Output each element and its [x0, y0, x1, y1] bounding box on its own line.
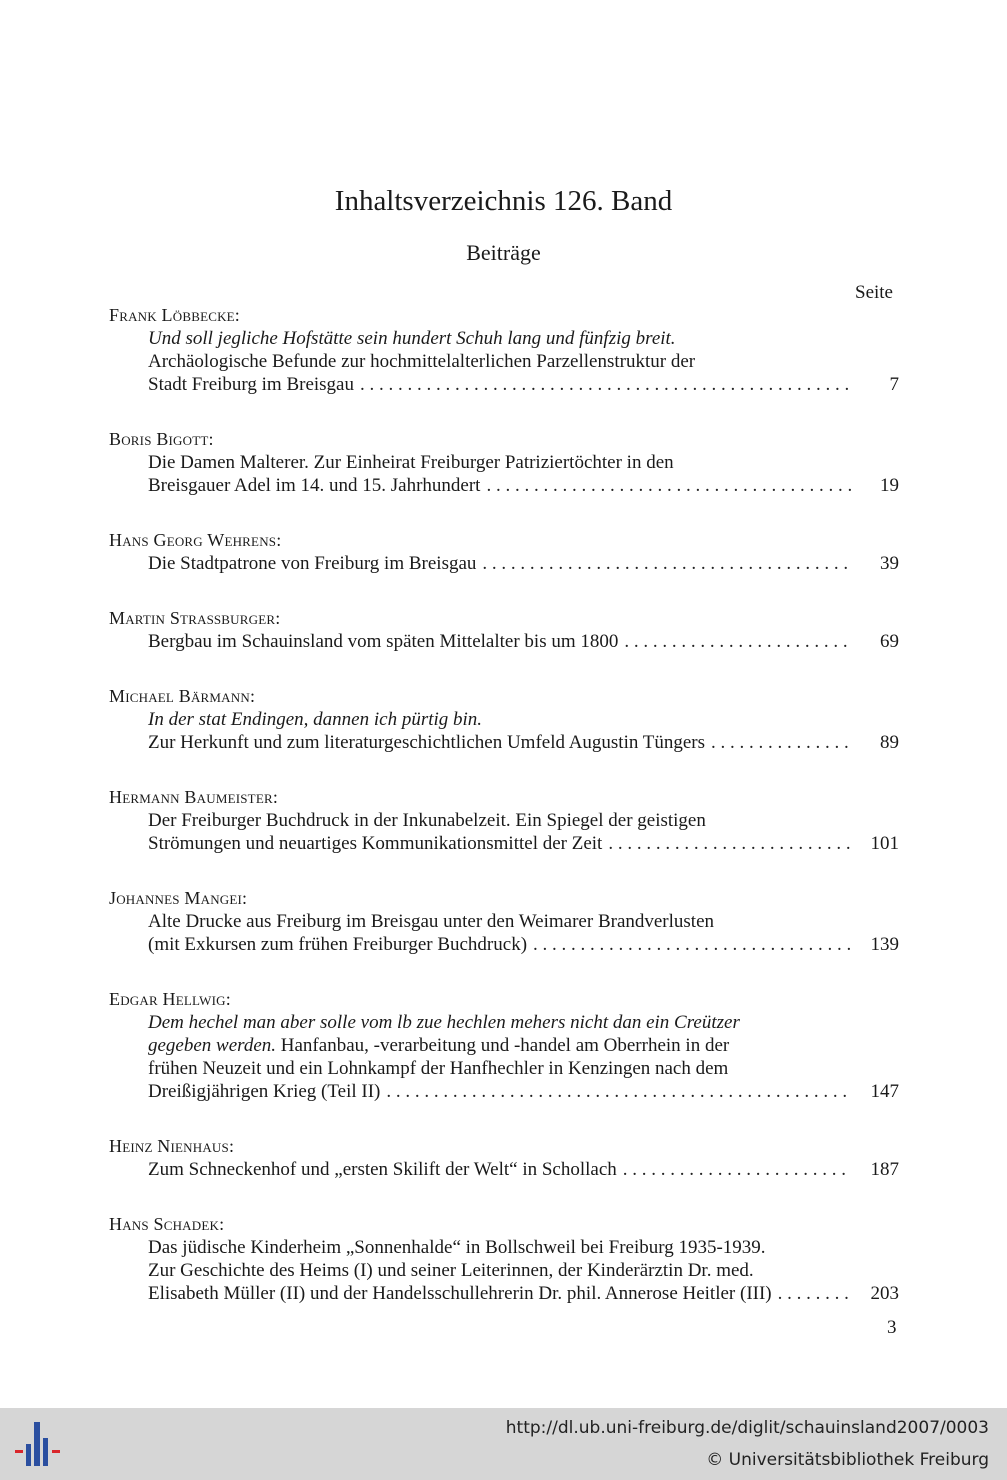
toc-page-number: 7	[889, 374, 899, 395]
toc-author: Martin Straßburger:	[109, 608, 281, 628]
toc-author: Edgar Hellwig:	[109, 989, 231, 1009]
toc-title-line: Und soll jegliche Hofstätte sein hundert Schuh lang und fünfzig breit.	[148, 328, 676, 349]
toc-title-block	[109, 451, 899, 497]
toc-title-line: In der stat Endingen, dannen ich pürtig bin.	[148, 709, 483, 730]
leader-dots	[386, 1080, 851, 1103]
leader-dots	[533, 933, 851, 956]
toc-author: Michael Bärmann:	[109, 686, 256, 706]
footer-bar	[0, 1408, 1007, 1480]
toc-title-line: Alte Drucke aus Freiburg im Breisgau unter den Weimarer Brandverlusten	[148, 911, 715, 932]
toc-title-text: (mit Exkursen zum frühen Freiburger Buchdruck)	[148, 934, 528, 955]
toc-title-last-line	[148, 474, 899, 497]
page-number: 3	[887, 1317, 897, 1338]
table-of-contents	[109, 303, 899, 1305]
toc-page-number: 19	[880, 475, 899, 496]
toc-page-number: 39	[880, 553, 899, 574]
toc-title-text: Strömungen und neuartiges Kommunikationsmittel der Zeit	[148, 833, 603, 854]
toc-title-block	[109, 1011, 899, 1103]
toc-entry	[109, 528, 899, 575]
leader-dots	[608, 832, 851, 855]
toc-title-last-line	[148, 933, 899, 956]
toc-author: Hermann Baumeister:	[109, 787, 279, 807]
toc-page-number: 147	[870, 1081, 899, 1102]
toc-title-line: Die Damen Malterer. Zur Einheirat Freiburger Patriziertöchter in den	[148, 452, 674, 473]
toc-entry	[109, 987, 899, 1103]
toc-title-block	[109, 630, 899, 653]
toc-entry	[109, 427, 899, 497]
toc-entry	[109, 606, 899, 653]
toc-page-number: 101	[870, 833, 899, 854]
toc-title-line: Archäologische Befunde zur hochmittelalterlichen Parzellenstruktur der	[148, 351, 696, 372]
toc-entry	[109, 1212, 899, 1305]
toc-entry	[109, 886, 899, 956]
leader-dots	[482, 552, 851, 575]
toc-title-last-line	[148, 1080, 899, 1103]
toc-page-number: 203	[870, 1283, 899, 1304]
toc-title-last-line	[148, 731, 899, 754]
toc-title-text: Zum Schneckenhof und „ersten Skilift der Welt“ in Schollach	[148, 1159, 617, 1180]
leader-dots	[624, 630, 851, 653]
copyright-text: © Universitätsbibliothek Freiburg	[706, 1450, 989, 1470]
library-logo-icon	[12, 1418, 64, 1470]
toc-title-last-line	[148, 373, 899, 396]
toc-title-line	[148, 1034, 899, 1057]
toc-author: Frank Löbbecke:	[109, 305, 241, 325]
toc-page-number: 139	[870, 934, 899, 955]
toc-entry	[109, 684, 899, 754]
toc-title-last-line	[148, 552, 899, 575]
leader-dots	[711, 731, 851, 754]
toc-author: Boris Bigott:	[109, 429, 214, 449]
toc-title-rest-part: Hanfanbau, -verarbeitung und -handel am Oberrhein in der	[276, 1035, 730, 1056]
section-title: Beiträge	[466, 240, 541, 265]
toc-entry	[109, 303, 899, 396]
toc-title-text: Stadt Freiburg im Breisgau	[148, 374, 354, 395]
leader-dots	[486, 474, 851, 497]
page-column-label: Seite	[855, 282, 893, 303]
toc-title-line: Der Freiburger Buchdruck in der Inkunabelzeit. Ein Spiegel der geistigen	[148, 810, 706, 831]
toc-title-last-line	[148, 1158, 899, 1181]
toc-title-block	[109, 1158, 899, 1181]
toc-author: Johannes Mangei:	[109, 888, 248, 908]
toc-title-text: Breisgauer Adel im 14. und 15. Jahrhundert	[148, 475, 481, 496]
toc-title-block	[109, 552, 899, 575]
toc-title-last-line	[148, 630, 899, 653]
toc-author: Hans Schadek:	[109, 1214, 225, 1234]
toc-title-block	[109, 327, 899, 396]
toc-title-last-line	[148, 1282, 899, 1305]
toc-title-last-line	[148, 832, 899, 855]
toc-title-block	[109, 910, 899, 956]
toc-title-text: Die Stadtpatrone von Freiburg im Breisgau	[148, 553, 477, 574]
leader-dots	[623, 1158, 851, 1181]
toc-author: Heinz Nienhaus:	[109, 1136, 235, 1156]
toc-author: Hans Georg Wehrens:	[109, 530, 282, 550]
toc-title-text: Elisabeth Müller (II) und der Handelsschullehrerin Dr. phil. Annerose Heitler (III)	[148, 1283, 772, 1304]
toc-page-number: 187	[870, 1159, 899, 1180]
toc-entry	[109, 785, 899, 855]
toc-title-block	[109, 809, 899, 855]
toc-page-number: 89	[880, 732, 899, 753]
toc-title-block	[109, 708, 899, 754]
toc-title-italic-part: gegeben werden.	[148, 1035, 277, 1056]
toc-entry	[109, 1134, 899, 1181]
toc-page-number: 69	[880, 631, 899, 652]
toc-title-text: Bergbau im Schauinsland vom späten Mittelalter bis um 1800	[148, 631, 619, 652]
toc-title-line: frühen Neuzeit und ein Lohnkampf der Hanfhechler in Kenzingen nach dem	[148, 1058, 729, 1079]
toc-title-text: Zur Herkunft und zum literaturgeschichtlichen Umfeld Augustin Tüngers	[148, 732, 706, 753]
page-title: Inhaltsverzeichnis 126. Band	[334, 185, 673, 217]
toc-title-block	[109, 1236, 899, 1305]
leader-dots	[360, 373, 851, 396]
toc-title-line: Das jüdische Kinderheim „Sonnenhalde“ in Bollschweil bei Freiburg 1935-1939.	[148, 1237, 766, 1258]
toc-title-line: Zur Geschichte des Heims (I) und seiner Leiterinnen, der Kinderärztin Dr. med.	[148, 1260, 754, 1281]
source-url-link[interactable]: http://dl.ub.uni-freiburg.de/diglit/schauinsland2007/0003	[505, 1418, 989, 1438]
toc-title-text: Dreißigjährigen Krieg (Teil II)	[148, 1081, 381, 1102]
toc-title-line: Dem hechel man aber solle vom lb zue hechlen mehers nicht dan ein Creützer	[148, 1012, 740, 1033]
leader-dots	[778, 1282, 851, 1305]
